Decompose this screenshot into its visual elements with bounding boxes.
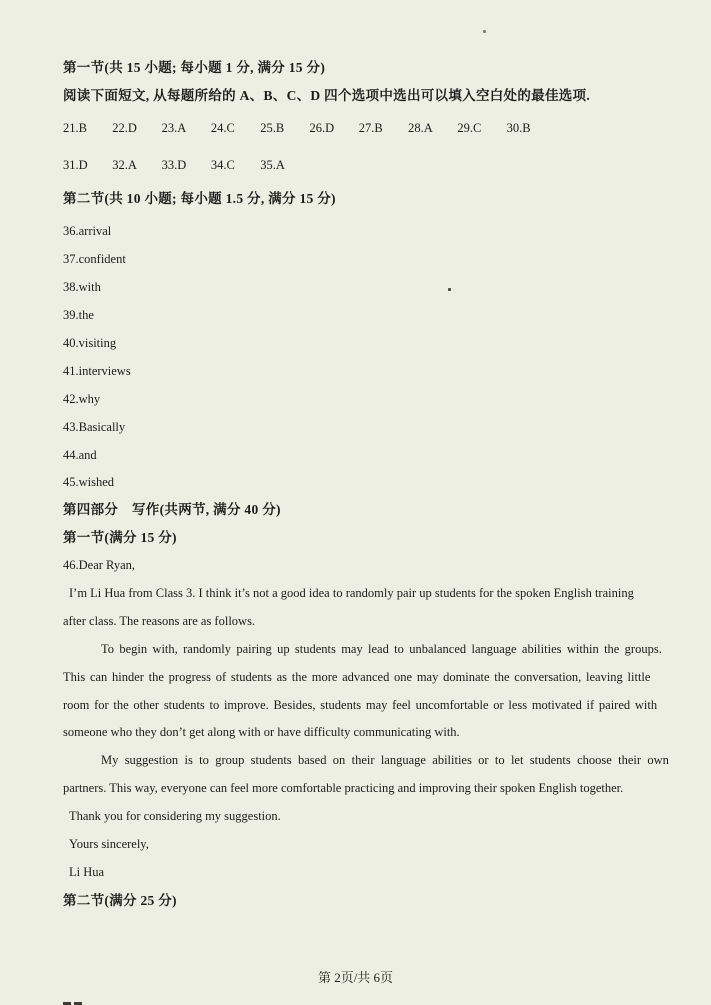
essay-line-salutation: 46.Dear Ryan, xyxy=(63,558,136,572)
answer-34: 34.C xyxy=(210,158,235,172)
answer-44: 44.and xyxy=(63,448,97,462)
answer-35: 35.A xyxy=(260,158,285,172)
answer-31: 31.D xyxy=(63,158,88,172)
answer-21: 21.B xyxy=(63,121,87,135)
answer-45: 45.wished xyxy=(63,475,115,489)
essay-line: after class. The reasons are as follows. xyxy=(63,614,256,628)
answer-25: 25.B xyxy=(260,121,285,135)
section2-heading: 第二节(共 10 小题; 每小题 1.5 分, 满分 15 分) xyxy=(63,191,336,206)
answer-38: 38.with xyxy=(63,280,101,294)
part4-section1-heading: 第一节(满分 15 分) xyxy=(63,530,177,545)
part4-section2-heading: 第二节(满分 25 分) xyxy=(63,893,177,908)
essay-line: room for the other students to improve. Besides, students may feel uncomfortable or less motivated if paired with xyxy=(63,698,658,712)
answer-36: 36.arrival xyxy=(63,224,112,238)
page-number: 第 2页/共 6页 xyxy=(317,970,394,985)
section1-instructions: 阅读下面短文, 从每题所给的 A、B、C、D 四个选项中选出可以填入空白处的最佳选项. xyxy=(63,88,591,103)
answer-29: 29.C xyxy=(457,121,482,135)
answer-22: 22.D xyxy=(112,121,137,135)
section1-heading: 第一节(共 15 小题; 每小题 1 分, 满分 15 分) xyxy=(63,60,326,75)
answer-32: 32.A xyxy=(112,158,137,172)
answer-23: 23.A xyxy=(161,121,187,135)
essay-line: I’m Li Hua from Class 3. I think it’s not a good idea to randomly pair up students for the spoken English training xyxy=(69,586,634,600)
essay-line: partners. This way, everyone can feel more comfortable practicing and improving their spoken English together. xyxy=(63,781,624,795)
answer-39: 39.the xyxy=(63,308,94,322)
essay-line-signature: Li Hua xyxy=(69,865,105,879)
part4-heading: 第四部分 写作(共两节, 满分 40 分) xyxy=(63,502,281,517)
answer-30: 30.B xyxy=(506,121,531,135)
answer-28: 28.A xyxy=(408,121,433,135)
answer-40: 40.visiting xyxy=(63,336,117,350)
essay-line: someone who they don’t get along with or have difficulty communicating with. xyxy=(63,725,460,739)
answer-41: 41.interviews xyxy=(63,364,131,378)
answer-37: 37.confident xyxy=(63,252,126,266)
essay-line: To begin with, randomly pairing up students may lead to unbalanced language abilities within the groups. xyxy=(101,642,662,656)
essay-line-closing: Yours sincerely, xyxy=(69,837,149,851)
ink-speck xyxy=(448,288,451,291)
answer-43: 43.Basically xyxy=(63,420,126,434)
answer-42: 42.why xyxy=(63,392,101,406)
essay-line: This can hinder the progress of students as the more advanced one may dominate the conversation, leaving little xyxy=(63,670,651,684)
ink-speck xyxy=(483,30,486,33)
answer-24: 24.C xyxy=(210,121,235,135)
answers-row-21-30 xyxy=(63,120,556,137)
essay-line: My suggestion is to group students based on their language abilities or to let students choose their own xyxy=(101,753,669,767)
essay-line-thanks: Thank you for considering my suggestion. xyxy=(69,809,281,823)
answers-row-31-35 xyxy=(63,157,309,174)
answer-33: 33.D xyxy=(161,158,187,172)
answer-27: 27.B xyxy=(358,121,383,135)
answer-26: 26.D xyxy=(309,121,335,135)
